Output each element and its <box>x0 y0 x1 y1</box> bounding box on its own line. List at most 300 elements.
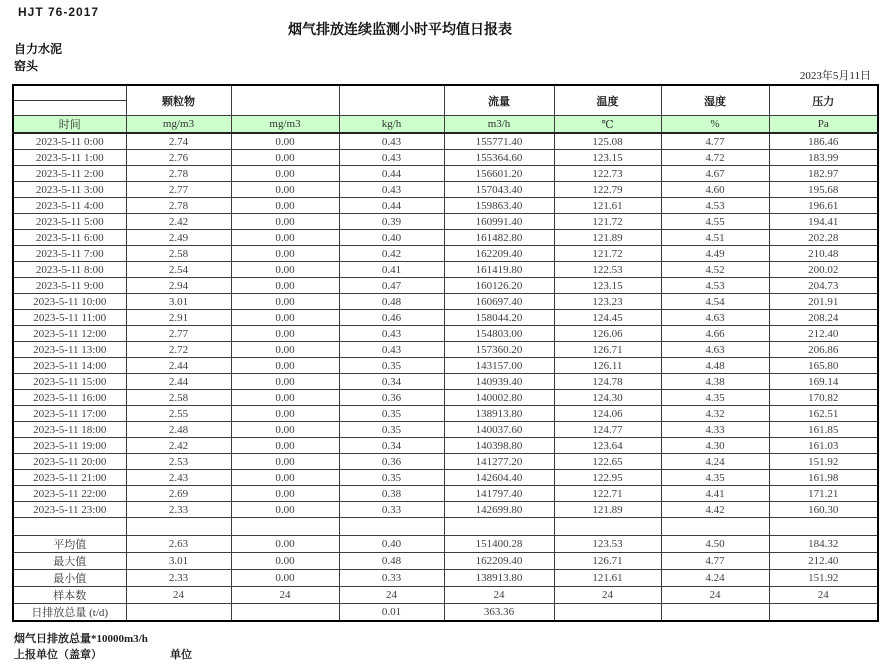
table-cell: 2023-5-11 15:00 <box>13 374 126 390</box>
table-cell: 0.43 <box>339 342 444 358</box>
table-cell: 0.35 <box>339 406 444 422</box>
table-cell: 4.41 <box>661 486 769 502</box>
reporting-unit-label: 上报单位（盖章） <box>14 649 102 661</box>
hourly-data-row <box>13 166 878 182</box>
table-cell: 4.67 <box>661 166 769 182</box>
table-cell: 4.51 <box>661 230 769 246</box>
col-header-particulate: 颗粒物 <box>126 85 231 116</box>
table-cell: 123.15 <box>554 150 661 166</box>
summary-row <box>13 587 878 604</box>
table-cell <box>339 518 444 536</box>
company-name: 自力水泥 <box>14 42 63 56</box>
table-cell: 2.44 <box>126 374 231 390</box>
table-cell: 2023-5-11 20:00 <box>13 454 126 470</box>
doc-standard-code: HJT 76-2017 <box>18 5 100 19</box>
table-cell: 4.24 <box>661 570 769 587</box>
table-cell: 2.43 <box>126 470 231 486</box>
table-cell: 24 <box>554 587 661 604</box>
table-cell: 4.72 <box>661 150 769 166</box>
table-cell: 0.44 <box>339 198 444 214</box>
table-cell: 0.00 <box>231 470 339 486</box>
table-cell: 2023-5-11 9:00 <box>13 278 126 294</box>
unit-percent: % <box>661 116 769 134</box>
col-header-pressure: 压力 <box>769 85 878 116</box>
table-cell: 363.36 <box>444 604 554 622</box>
table-cell: 161.03 <box>769 438 878 454</box>
table-cell: 183.99 <box>769 150 878 166</box>
table-cell: 206.86 <box>769 342 878 358</box>
table-cell: 2.63 <box>126 536 231 553</box>
table-cell: 122.79 <box>554 182 661 198</box>
hourly-data-row <box>13 214 878 230</box>
table-cell: 160697.40 <box>444 294 554 310</box>
hourly-data-row <box>13 374 878 390</box>
table-cell: 2023-5-11 2:00 <box>13 166 126 182</box>
table-cell: 141797.40 <box>444 486 554 502</box>
table-cell: 2023-5-11 7:00 <box>13 246 126 262</box>
table-cell: 212.40 <box>769 326 878 342</box>
table-cell: 4.63 <box>661 342 769 358</box>
table-cell: 161.98 <box>769 470 878 486</box>
hourly-data-row <box>13 294 878 310</box>
hourly-data-row <box>13 422 878 438</box>
table-cell <box>231 604 339 622</box>
table-cell: 161.85 <box>769 422 878 438</box>
table-cell: 4.77 <box>661 553 769 570</box>
table-cell: 208.24 <box>769 310 878 326</box>
table-cell: 0.00 <box>231 326 339 342</box>
table-cell: 2.48 <box>126 422 231 438</box>
table-cell: 140398.80 <box>444 438 554 454</box>
table-cell: 194.41 <box>769 214 878 230</box>
table-cell: 2.42 <box>126 438 231 454</box>
table-cell: 151.92 <box>769 570 878 587</box>
table-cell: 154803.00 <box>444 326 554 342</box>
table-cell: 0.35 <box>339 470 444 486</box>
table-cell <box>661 518 769 536</box>
hourly-data-row <box>13 246 878 262</box>
table-cell: 0.47 <box>339 278 444 294</box>
table-cell: 2023-5-11 1:00 <box>13 150 126 166</box>
hourly-data-row <box>13 502 878 518</box>
table-cell: 2.54 <box>126 262 231 278</box>
table-cell: 4.32 <box>661 406 769 422</box>
hourly-data-row <box>13 390 878 406</box>
col-header-flow: 流量 <box>444 85 554 116</box>
report-date: 2023年5月11日 <box>799 70 871 82</box>
table-cell: 0.35 <box>339 358 444 374</box>
table-cell: 195.68 <box>769 182 878 198</box>
table-cell <box>126 518 231 536</box>
table-cell: 156601.20 <box>444 166 554 182</box>
table-cell: 0.48 <box>339 294 444 310</box>
table-cell: 0.48 <box>339 553 444 570</box>
table-cell: 0.46 <box>339 310 444 326</box>
table-cell: 121.72 <box>554 214 661 230</box>
table-cell: 123.53 <box>554 536 661 553</box>
table-cell: 184.32 <box>769 536 878 553</box>
table-cell: 4.30 <box>661 438 769 454</box>
table-cell: 2023-5-11 12:00 <box>13 326 126 342</box>
hourly-data-row <box>13 326 878 342</box>
table-cell: 124.06 <box>554 406 661 422</box>
table-cell: 0.00 <box>231 358 339 374</box>
table-cell: 151400.28 <box>444 536 554 553</box>
col-header-rate <box>339 85 444 116</box>
table-cell <box>13 518 126 536</box>
table-cell: 3.01 <box>126 294 231 310</box>
table-cell: 2.44 <box>126 358 231 374</box>
table-cell: 0.00 <box>231 438 339 454</box>
table-cell: 24 <box>231 587 339 604</box>
table-cell: 0.00 <box>231 246 339 262</box>
unit-celsius: ℃ <box>554 116 661 134</box>
unit-label: 单位 <box>170 649 192 661</box>
table-cell: 196.61 <box>769 198 878 214</box>
table-cell: 2.74 <box>126 133 231 150</box>
table-cell: 0.34 <box>339 374 444 390</box>
table-cell: 4.52 <box>661 262 769 278</box>
col-header-temperature: 温度 <box>554 85 661 116</box>
table-cell: 0.43 <box>339 150 444 166</box>
table-cell: 0.00 <box>231 278 339 294</box>
table-cell: 2.33 <box>126 570 231 587</box>
table-cell: 2.91 <box>126 310 231 326</box>
table-cell: 121.61 <box>554 570 661 587</box>
table-cell: 0.00 <box>231 406 339 422</box>
table-cell: 124.77 <box>554 422 661 438</box>
hourly-data-row <box>13 310 878 326</box>
hourly-data-row <box>13 342 878 358</box>
summary-row <box>13 536 878 553</box>
table-cell: 2.69 <box>126 486 231 502</box>
table-cell: 138913.80 <box>444 406 554 422</box>
table-cell <box>769 518 878 536</box>
table-cell: 0.40 <box>339 536 444 553</box>
table-cell: 2023-5-11 10:00 <box>13 294 126 310</box>
table-cell: 4.42 <box>661 502 769 518</box>
table-cell: 0.00 <box>231 262 339 278</box>
table-cell: 162209.40 <box>444 553 554 570</box>
table-cell: 2.94 <box>126 278 231 294</box>
table-cell: 0.36 <box>339 454 444 470</box>
table-cell: 2023-5-11 5:00 <box>13 214 126 230</box>
table-cell: 4.49 <box>661 246 769 262</box>
table-cell: 186.46 <box>769 133 878 150</box>
table-cell: 161419.80 <box>444 262 554 278</box>
table-cell: 124.30 <box>554 390 661 406</box>
table-cell: 最大值 <box>13 553 126 570</box>
hourly-data-row <box>13 278 878 294</box>
table-cell: 123.15 <box>554 278 661 294</box>
table-cell <box>769 604 878 622</box>
table-cell: 0.00 <box>231 422 339 438</box>
table-cell: 210.48 <box>769 246 878 262</box>
table-cell: 3.01 <box>126 553 231 570</box>
table-cell: 2.72 <box>126 342 231 358</box>
table-cell: 142604.40 <box>444 470 554 486</box>
col-header-humidity: 湿度 <box>661 85 769 116</box>
table-cell: 126.71 <box>554 553 661 570</box>
unit-mg-m3-2: mg/m3 <box>231 116 339 134</box>
table-cell: 169.14 <box>769 374 878 390</box>
table-cell: 样本数 <box>13 587 126 604</box>
table-cell: 162209.40 <box>444 246 554 262</box>
table-cell: 2023-5-11 16:00 <box>13 390 126 406</box>
table-cell: 124.45 <box>554 310 661 326</box>
hourly-data-row <box>13 470 878 486</box>
table-cell: 24 <box>339 587 444 604</box>
table-cell: 122.71 <box>554 486 661 502</box>
table-cell: 4.77 <box>661 133 769 150</box>
table-cell: 4.50 <box>661 536 769 553</box>
table-cell: 2023-5-11 21:00 <box>13 470 126 486</box>
table-cell: 0.00 <box>231 150 339 166</box>
table-cell: 平均值 <box>13 536 126 553</box>
table-cell: 0.00 <box>231 198 339 214</box>
table-cell: 158044.20 <box>444 310 554 326</box>
table-cell: 0.00 <box>231 570 339 587</box>
table-cell <box>554 518 661 536</box>
hourly-data-row <box>13 182 878 198</box>
table-cell: 126.06 <box>554 326 661 342</box>
table-cell: 2023-5-11 19:00 <box>13 438 126 454</box>
table-cell: 140002.80 <box>444 390 554 406</box>
table-cell: 157043.40 <box>444 182 554 198</box>
table-cell: 2023-5-11 0:00 <box>13 133 126 150</box>
table-cell <box>554 604 661 622</box>
hourly-data-row <box>13 438 878 454</box>
table-cell: 日排放总量 (t/d) <box>13 604 126 622</box>
summary-row <box>13 553 878 570</box>
table-cell: 2.42 <box>126 214 231 230</box>
table-cell: 0.00 <box>231 294 339 310</box>
table-cell: 0.43 <box>339 326 444 342</box>
table-cell: 2.78 <box>126 166 231 182</box>
table-cell: 160991.40 <box>444 214 554 230</box>
table-cell: 121.89 <box>554 230 661 246</box>
table-cell: 140939.40 <box>444 374 554 390</box>
table-cell: 141277.20 <box>444 454 554 470</box>
group-header-row <box>13 85 878 101</box>
hourly-data-row <box>13 454 878 470</box>
table-cell: 0.00 <box>231 390 339 406</box>
table-cell: 2.78 <box>126 198 231 214</box>
table-cell: 2.77 <box>126 326 231 342</box>
table-cell: 0.00 <box>231 553 339 570</box>
table-cell: 4.35 <box>661 390 769 406</box>
unit-time: 时间 <box>13 116 126 134</box>
table-cell: 2.49 <box>126 230 231 246</box>
table-cell: 0.01 <box>339 604 444 622</box>
table-cell: 4.55 <box>661 214 769 230</box>
table-cell: 2023-5-11 13:00 <box>13 342 126 358</box>
table-cell: 2023-5-11 11:00 <box>13 310 126 326</box>
table-cell: 0.00 <box>231 310 339 326</box>
table-cell: 182.97 <box>769 166 878 182</box>
table-cell: 125.08 <box>554 133 661 150</box>
table-cell: 2023-5-11 18:00 <box>13 422 126 438</box>
table-cell: 2023-5-11 8:00 <box>13 262 126 278</box>
table-cell: 24 <box>661 587 769 604</box>
table-cell: 4.53 <box>661 198 769 214</box>
table-cell: 0.00 <box>231 342 339 358</box>
table-cell: 4.33 <box>661 422 769 438</box>
table-cell: 121.61 <box>554 198 661 214</box>
table-cell: 2023-5-11 14:00 <box>13 358 126 374</box>
table-cell: 201.91 <box>769 294 878 310</box>
hourly-data-row <box>13 133 878 150</box>
table-cell: 0.43 <box>339 133 444 150</box>
table-cell: 2023-5-11 6:00 <box>13 230 126 246</box>
table-cell: 155771.40 <box>444 133 554 150</box>
table-cell: 0.00 <box>231 230 339 246</box>
table-cell: 4.63 <box>661 310 769 326</box>
table-cell: 0.00 <box>231 214 339 230</box>
table-cell: 4.24 <box>661 454 769 470</box>
table-cell: 2.58 <box>126 390 231 406</box>
table-cell: 151.92 <box>769 454 878 470</box>
table-cell: 160126.20 <box>444 278 554 294</box>
table-cell: 24 <box>444 587 554 604</box>
table-cell: 4.54 <box>661 294 769 310</box>
table-cell: 160.30 <box>769 502 878 518</box>
table-cell: 0.00 <box>231 182 339 198</box>
table-cell: 0.00 <box>231 133 339 150</box>
table-cell: 4.60 <box>661 182 769 198</box>
table-cell: 0.42 <box>339 246 444 262</box>
emission-data-table <box>12 84 879 622</box>
table-cell: 122.95 <box>554 470 661 486</box>
table-cell: 121.89 <box>554 502 661 518</box>
summary-row <box>13 570 878 587</box>
table-cell: 0.00 <box>231 454 339 470</box>
table-cell: 155364.60 <box>444 150 554 166</box>
hourly-data-row <box>13 150 878 166</box>
table-cell: 4.66 <box>661 326 769 342</box>
table-cell: 2023-5-11 3:00 <box>13 182 126 198</box>
table-cell: 0.44 <box>339 166 444 182</box>
table-cell: 0.38 <box>339 486 444 502</box>
table-cell: 0.00 <box>231 486 339 502</box>
time-header-upper-cell <box>13 85 126 101</box>
table-cell: 2.58 <box>126 246 231 262</box>
unit-mg-m3: mg/m3 <box>126 116 231 134</box>
table-cell: 2023-5-11 22:00 <box>13 486 126 502</box>
unit-m3-h: m3/h <box>444 116 554 134</box>
table-cell: 200.02 <box>769 262 878 278</box>
table-cell: 0.00 <box>231 502 339 518</box>
table-cell <box>444 518 554 536</box>
table-cell: 204.73 <box>769 278 878 294</box>
table-cell: 2.33 <box>126 502 231 518</box>
table-cell: 165.80 <box>769 358 878 374</box>
table-cell: 2023-5-11 23:00 <box>13 502 126 518</box>
table-cell: 0.36 <box>339 390 444 406</box>
table-cell: 170.82 <box>769 390 878 406</box>
table-cell: 140037.60 <box>444 422 554 438</box>
table-cell: 171.21 <box>769 486 878 502</box>
table-header <box>13 85 878 133</box>
table-cell: 138913.80 <box>444 570 554 587</box>
table-cell: 123.64 <box>554 438 661 454</box>
monitoring-point-name: 窑头 <box>14 59 39 73</box>
table-cell: 4.48 <box>661 358 769 374</box>
table-cell: 2023-5-11 4:00 <box>13 198 126 214</box>
table-cell: 126.11 <box>554 358 661 374</box>
table-cell: 2.77 <box>126 182 231 198</box>
table-cell: 157360.20 <box>444 342 554 358</box>
hourly-data-row <box>13 198 878 214</box>
table-cell: 126.71 <box>554 342 661 358</box>
table-cell: 2.55 <box>126 406 231 422</box>
time-header-lower-cell <box>13 101 126 116</box>
table-cell: 0.35 <box>339 422 444 438</box>
hourly-data-row <box>13 406 878 422</box>
table-cell: 161482.80 <box>444 230 554 246</box>
table-cell: 202.28 <box>769 230 878 246</box>
footer-note: 烟气日排放总量*10000m3/h <box>14 633 148 645</box>
table-cell: 0.43 <box>339 182 444 198</box>
table-cell: 0.41 <box>339 262 444 278</box>
summary-row <box>13 604 878 622</box>
table-cell: 2.53 <box>126 454 231 470</box>
table-cell: 159863.40 <box>444 198 554 214</box>
table-cell: 0.33 <box>339 502 444 518</box>
table-cell: 2.76 <box>126 150 231 166</box>
table-cell: 2023-5-11 17:00 <box>13 406 126 422</box>
table-cell: 24 <box>126 587 231 604</box>
table-body <box>13 133 878 621</box>
table-cell: 24 <box>769 587 878 604</box>
table-cell: 0.00 <box>231 166 339 182</box>
unit-kg-h: kg/h <box>339 116 444 134</box>
table-cell: 0.00 <box>231 536 339 553</box>
table-cell: 122.65 <box>554 454 661 470</box>
table-cell <box>126 604 231 622</box>
table-cell: 121.72 <box>554 246 661 262</box>
table-cell: 122.73 <box>554 166 661 182</box>
table-cell: 最小值 <box>13 570 126 587</box>
hourly-data-row <box>13 262 878 278</box>
hourly-data-row <box>13 358 878 374</box>
table-cell: 0.34 <box>339 438 444 454</box>
table-cell: 0.39 <box>339 214 444 230</box>
table-cell: 123.23 <box>554 294 661 310</box>
table-cell: 4.53 <box>661 278 769 294</box>
table-cell: 124.78 <box>554 374 661 390</box>
hourly-data-row <box>13 230 878 246</box>
table-cell: 162.51 <box>769 406 878 422</box>
table-cell: 4.38 <box>661 374 769 390</box>
table-cell: 0.33 <box>339 570 444 587</box>
table-cell <box>231 518 339 536</box>
col-header-particulate-2 <box>231 85 339 116</box>
hourly-data-row <box>13 486 878 502</box>
table-cell: 142699.80 <box>444 502 554 518</box>
table-cell: 122.53 <box>554 262 661 278</box>
table-cell: 143157.00 <box>444 358 554 374</box>
table-cell: 0.40 <box>339 230 444 246</box>
table-cell: 212.40 <box>769 553 878 570</box>
table-cell: 0.00 <box>231 374 339 390</box>
table-cell <box>661 604 769 622</box>
page-title: 烟气排放连续监测小时平均值日报表 <box>288 23 512 38</box>
unit-pa: Pa <box>769 116 878 134</box>
units-row <box>13 116 878 134</box>
spacer-row <box>13 518 878 536</box>
table-cell: 4.35 <box>661 470 769 486</box>
